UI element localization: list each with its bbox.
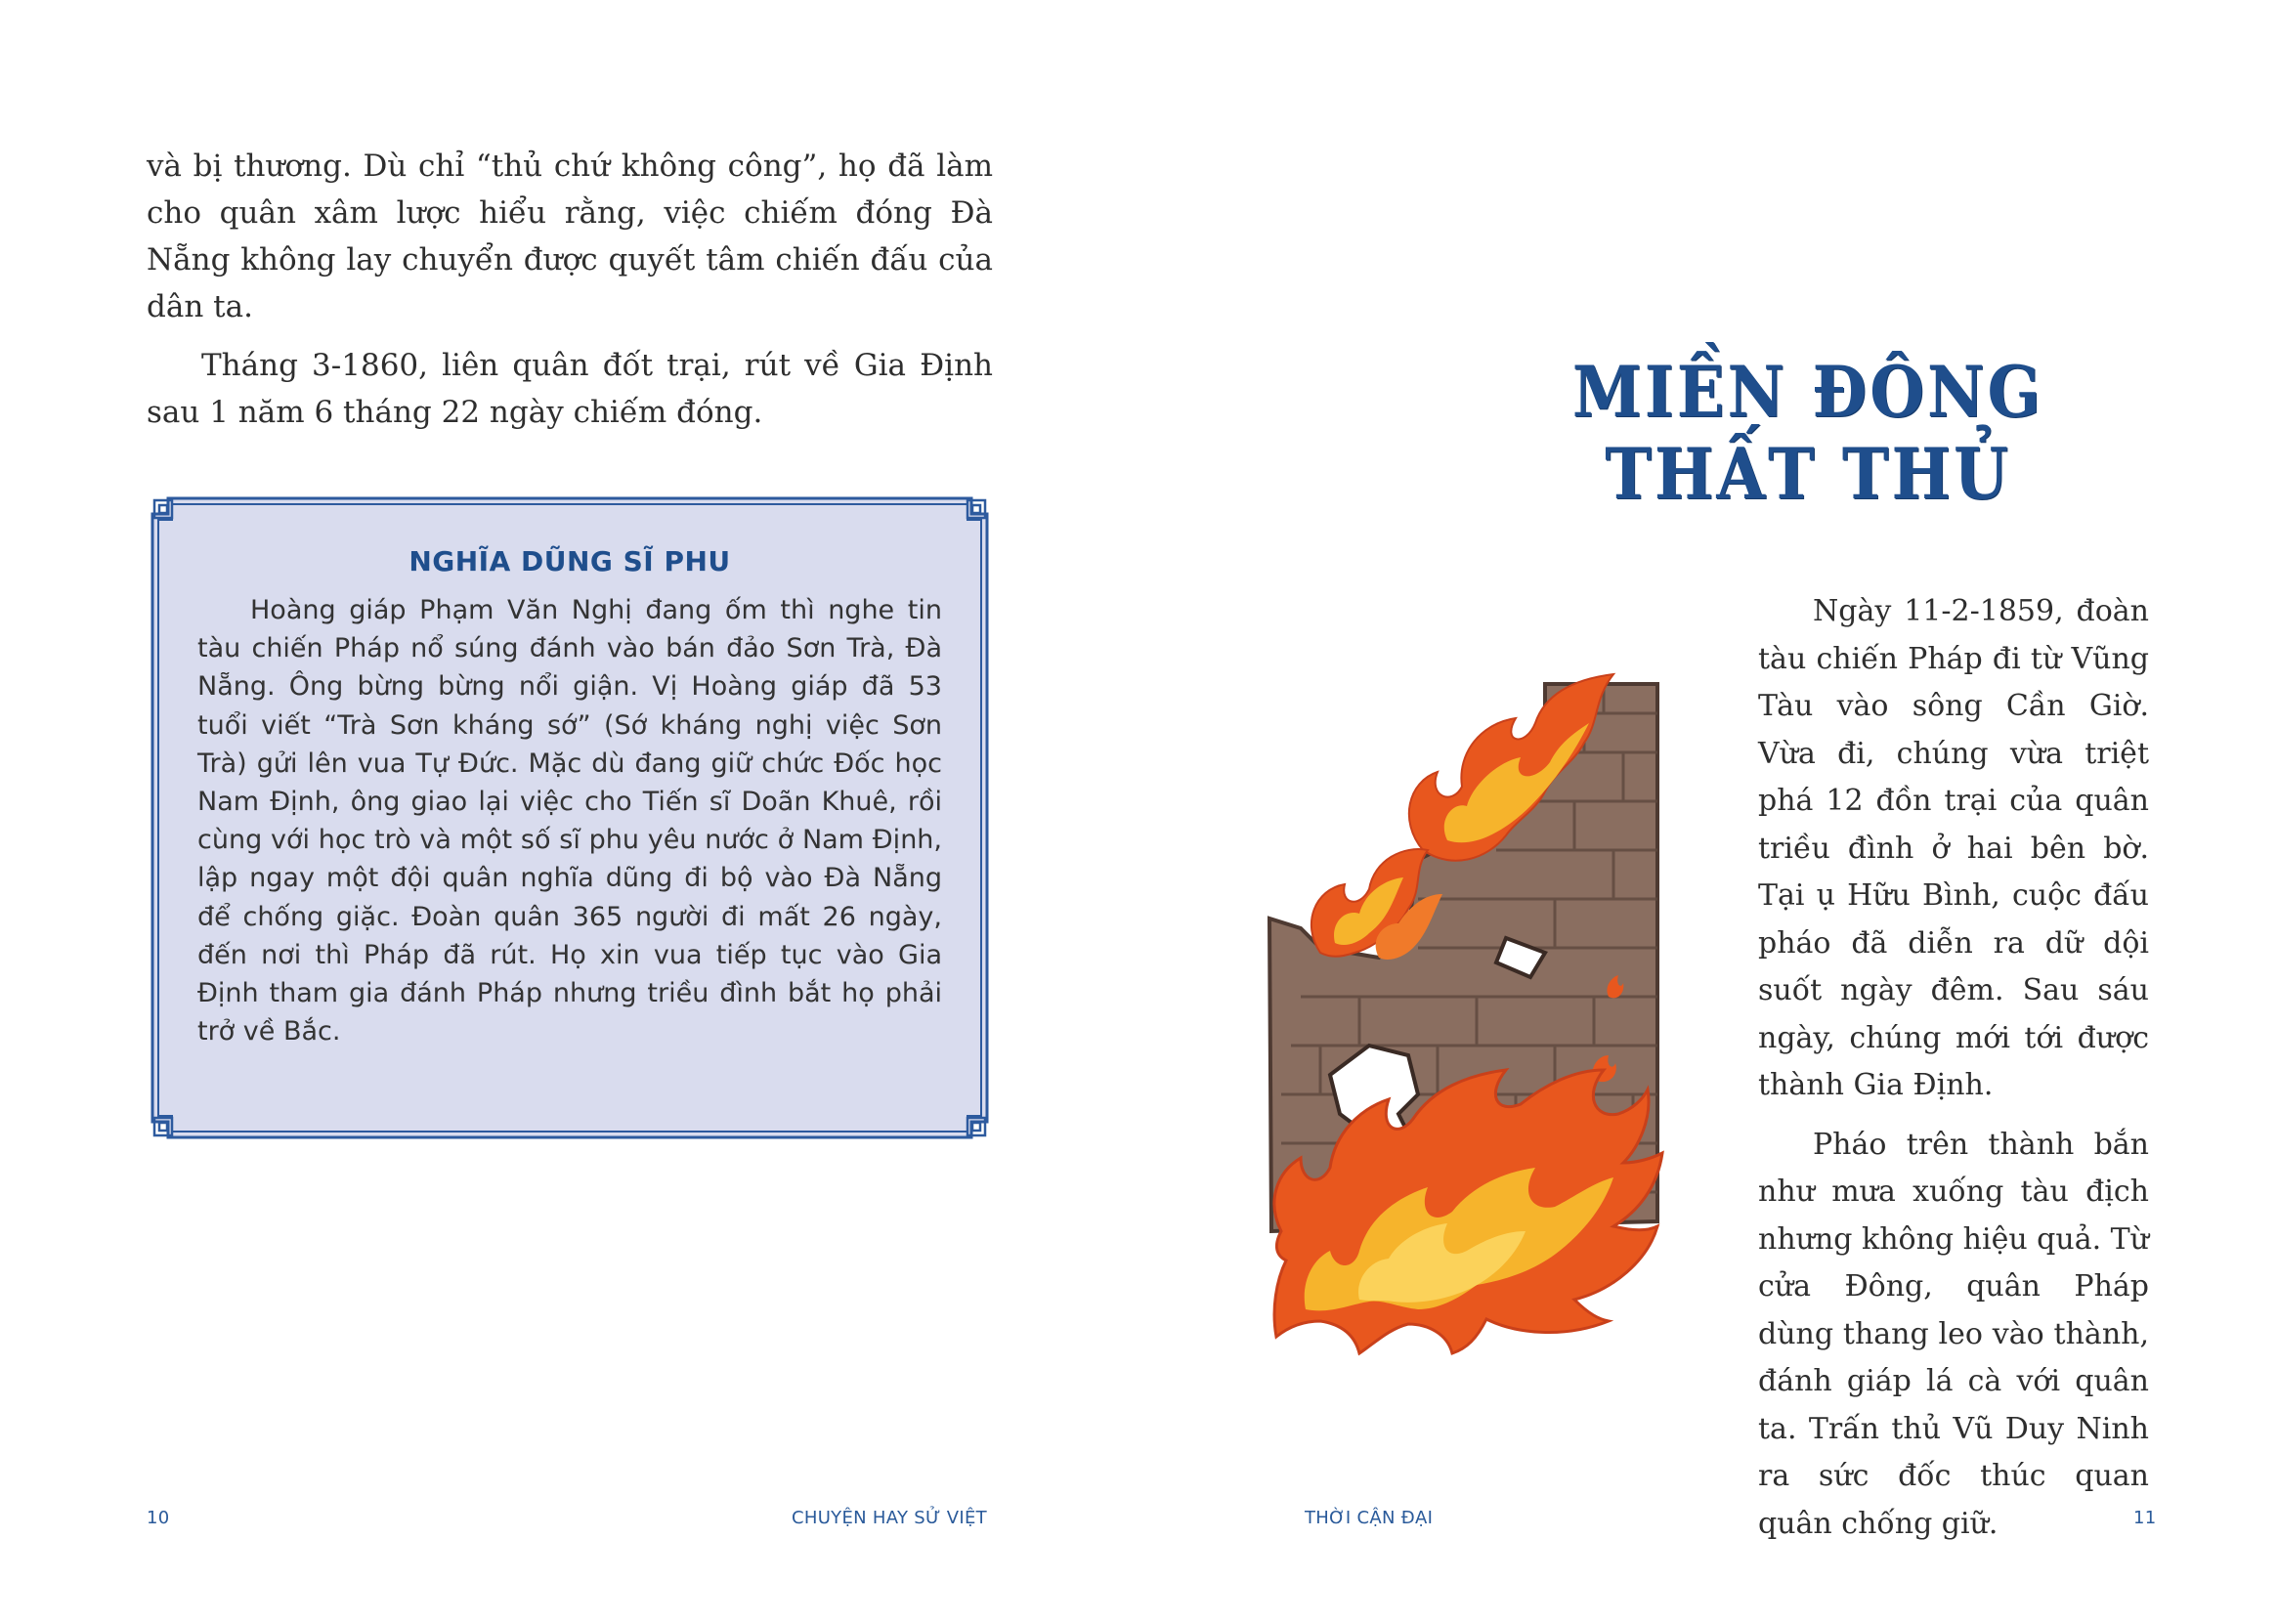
running-header-book-title: CHUYỆN HAY SỬ VIỆT bbox=[792, 1508, 987, 1528]
sidebar-body: Hoàng giáp Phạm Văn Nghị đang ốm thì nghe tin tàu chiến Pháp nổ súng đánh vào bán đảo Sơn Trà, Đà Nẵng. Ông bừng bừng nổi giận. Vị Hoàng giáp đã 53 tuổi viết “Trà Sơn kháng sớ” (Sớ kháng nghị việc Sơn Trà) gửi lên vua Tự Đức. Mặc dù đang giữ chức Đốc học Nam Định, ông giao lại việc cho Tiến sĩ Doãn Khuê, rồi cùng với học trò và một số sĩ phu yêu nước ở Nam Định, lập ngay một đội quân nghĩa dũng đi bộ vào Đà Nẵng để chống giặc. Đoàn quân 365 người đi mất 26 ngày, đến nơi thì Pháp đã rút. Họ xin vua tiếp tục vào Gia Định tham gia đánh Pháp nhưng triều đình bắt họ phải trở về Bắc. bbox=[197, 595, 942, 1047]
page-number-left: 10 bbox=[147, 1508, 170, 1528]
sidebar-title: NGHĨA DŨNG SĨ PHU bbox=[408, 545, 731, 577]
right-page-text bbox=[1758, 588, 2149, 1548]
paragraph: Ngày 11-2-1859, đoàn tàu chiến Pháp đi từ Vũng Tàu vào sông Cần Giờ. Vừa đi, chúng vừa triệt phá 12 đồn trại của quân triều đình ở hai bên bờ. Tại ụ Hữu Bình, cuộc đấu pháo đã diễn ra dữ dội suốt ngày đêm. Sau sáu ngày, chúng mới tới được thành Gia Định. bbox=[1758, 594, 2149, 1102]
running-header-section-title: THỜI CẬN ĐẠI bbox=[1305, 1508, 1434, 1528]
chapter-title: MIỀN ĐÔNG THẤT THỦ bbox=[1571, 352, 2044, 516]
burning-wall-illustration-icon bbox=[1262, 625, 1750, 1378]
paragraph: Pháo trên thành bắn như mưa xuống tàu địch nhưng không hiệu quả. Từ cửa Đông, quân Pháp dùng thang leo vào thành, đánh giáp lá cà với quân ta. Trấn thủ Vũ Duy Ninh ra sức đốc thúc quan quân chống giữ. bbox=[1758, 1127, 2149, 1541]
sidebar-content bbox=[197, 545, 942, 1050]
right-page bbox=[1139, 0, 2278, 1624]
paragraph: Tháng 3-1860, liên quân đốt trại, rút về Gia Định sau 1 năm 6 tháng 22 ngày chiếm đóng. bbox=[147, 348, 993, 430]
left-page-text bbox=[147, 143, 993, 436]
paragraph: và bị thương. Dù chỉ “thủ chứ không công”, họ đã làm cho quân xâm lược hiểu rằng, việc chiếm đóng Đà Nẵng không lay chuyển được quyết tâm chiến đấu của dân ta. bbox=[147, 149, 993, 324]
sidebar-box bbox=[147, 492, 993, 1143]
page-number-right: 11 bbox=[2133, 1508, 2157, 1528]
